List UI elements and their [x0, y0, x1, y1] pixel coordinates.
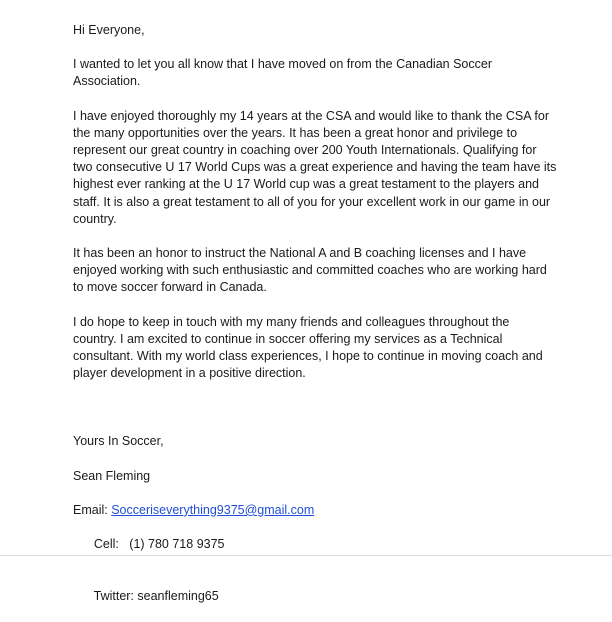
paragraph-line: consultant. With my world class experiences, I hope to continue in moving coach and: [73, 349, 543, 364]
letter-body: [73, 22, 573, 622]
paragraph-3: [73, 245, 573, 297]
paragraph-line: player development in a positive direction.: [73, 366, 306, 381]
contact-block: [73, 502, 573, 622]
paragraph-line: I have enjoyed thoroughly my 14 years at the CSA and would like to thank the CSA for: [73, 108, 549, 123]
twitter-handle: seanfleming65: [137, 588, 219, 603]
signature-name: Sean Fleming: [73, 468, 151, 483]
closing: [73, 433, 573, 450]
paragraph-line: represent our great country in coaching over 200 Youth Internationals. Qualifying for: [73, 143, 537, 158]
paragraph-line: country. I am excited to continue in soccer offering my services as a Technical: [73, 331, 503, 346]
signature: [73, 468, 573, 485]
email-label: Email:: [73, 502, 112, 517]
closing-text: Yours In Soccer,: [73, 434, 164, 449]
paragraph-4: [73, 314, 573, 383]
paragraph-line: enjoyed working with such enthusiastic and committed coaches who are working hard: [73, 263, 547, 278]
cell-label: Cell:: [93, 537, 130, 552]
greeting: [73, 22, 573, 39]
paragraph-line: Association.: [73, 74, 141, 89]
paragraph-line: highest ever ranking at the U 17 World cup was a great testament to the players and: [73, 177, 540, 192]
greeting-text: Hi Everyone,: [73, 23, 145, 37]
paragraph-line: staff. It is also a great testament to all of you for your excellent work in our game in our: [73, 194, 551, 209]
paragraph-line: to move soccer forward in Canada.: [73, 280, 267, 295]
cell-line: [73, 519, 573, 571]
spacer: [73, 399, 573, 433]
paragraph-line: I wanted to let you all know that I have moved on from the Canadian Soccer: [73, 57, 492, 72]
paragraph-line: It has been an honor to instruct the National A and B coaching licenses and I have: [73, 246, 527, 261]
twitter-line: [73, 571, 573, 622]
email-link[interactable]: Socceriseverything9375@gmail.com: [111, 502, 315, 517]
paragraph-line: two consecutive U 17 World Cups was a great experience and having the team have its: [73, 160, 557, 175]
twitter-label: Twitter:: [93, 588, 138, 603]
paragraph-line: I do hope to keep in touch with my many friends and colleagues throughout the: [73, 314, 510, 329]
email-line: [73, 502, 573, 519]
paragraph-line: the many opportunities over the years. It has been a great honor and privilege to: [73, 125, 518, 140]
paragraph-2: [73, 108, 573, 228]
paragraph-1: [73, 56, 573, 90]
cell-number: (1) 780 718 9375: [129, 537, 225, 552]
paragraph-line: country.: [73, 211, 117, 226]
